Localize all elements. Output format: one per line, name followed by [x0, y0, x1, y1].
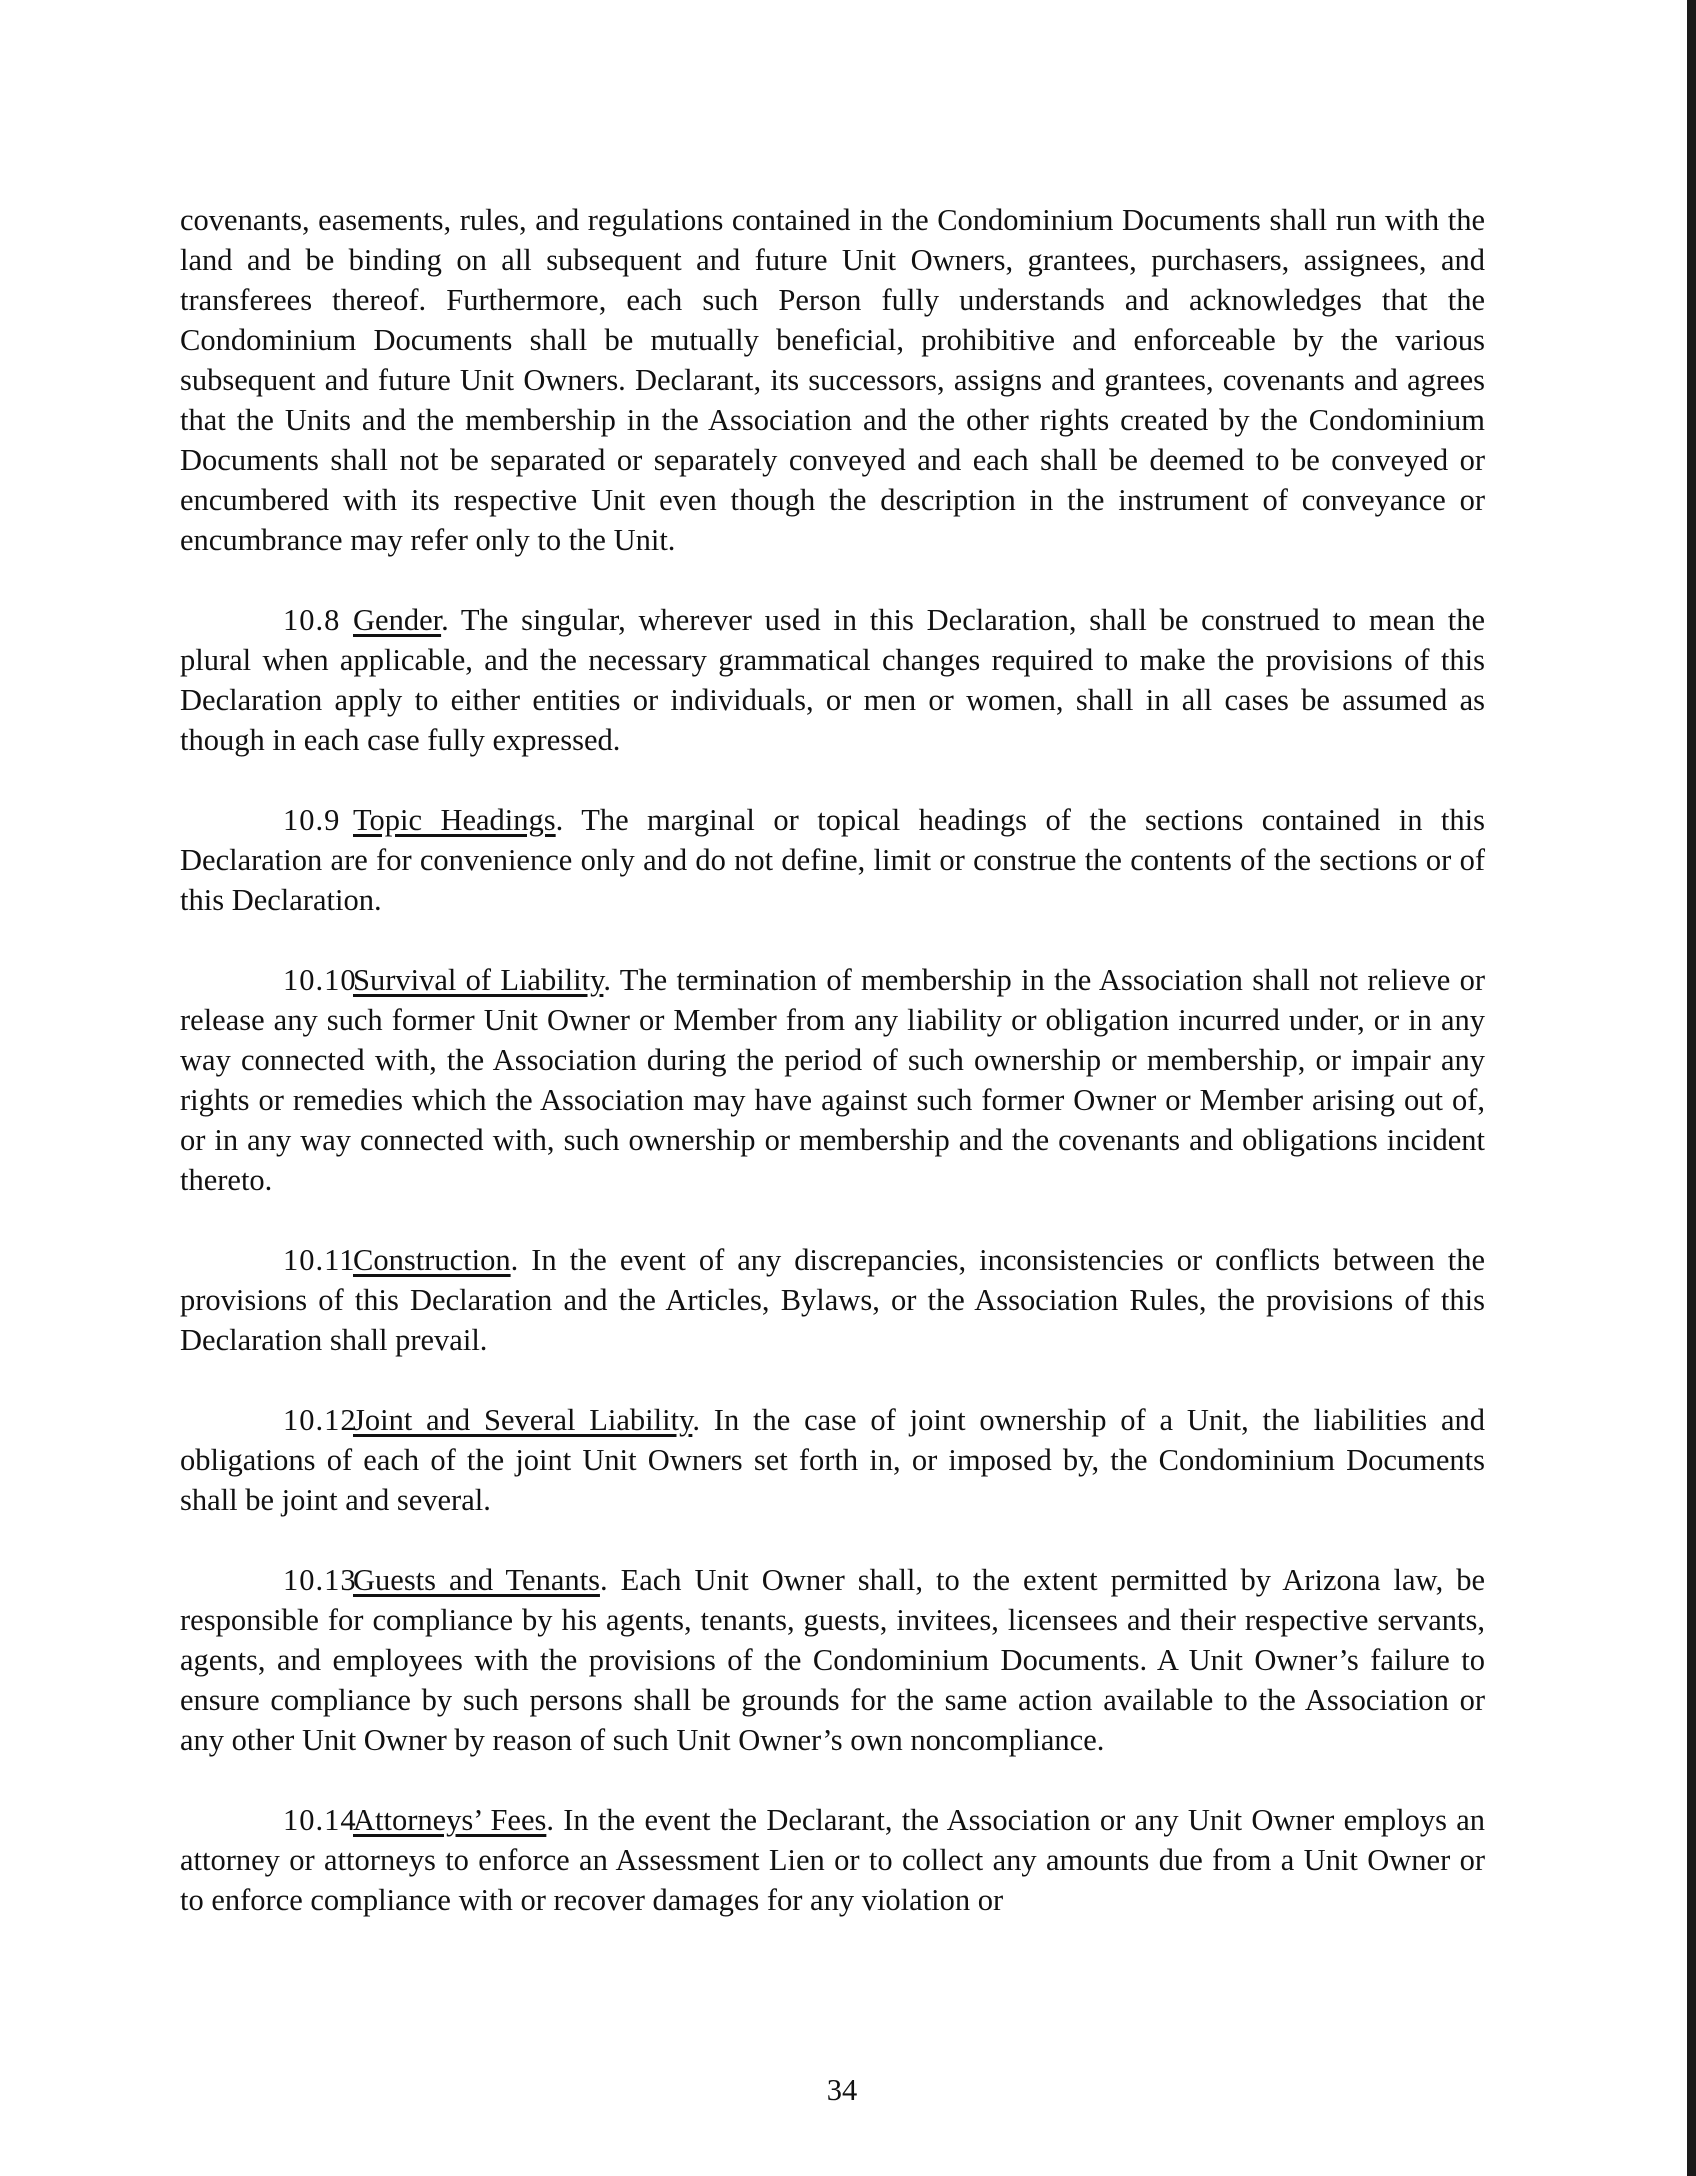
- section-heading: Gender: [353, 603, 442, 637]
- continuation-paragraph: covenants, easements, rules, and regulations contained in the Condominium Documents shall run with the land and be binding on all subsequent and future Unit Owners, grantees, purchasers, assignees, and transferees thereof. Furthermore, each such Person fully understands and acknowledges that the Condominium Documents shall be mutually beneficial, prohibitive and enforceable by the various subsequent and future Unit Owners. Declarant, its successors, assigns and grantees, covenants and agrees that the Units and the membership in the Association and the other rights created by the Condominium Documents shall not be separated or separately conveyed and each shall be deemed to be conveyed or encumbered with its respective Unit even though the description in the instrument of conveyance or encumbrance may refer only to the Unit.: [180, 203, 1485, 557]
- section-number: 10.13: [283, 1563, 357, 1597]
- section-10-9: 10.9 Topic Headings. The marginal or topical headings of the sections contained in this Declaration are for convenience only and do not define, limit or construe the contents of the sections or of this Declaration.: [180, 800, 1485, 920]
- section-text: In the event the Declarant, the Association or any Unit Owner employs an attorney or attorneys to enforce an Assessment Lien or to collect any amounts due from a Unit Owner or to enforce compliance with or recover damages for any violation or: [180, 1803, 1486, 1917]
- section-heading: Joint and Several Liability: [353, 1403, 693, 1437]
- section-number: 10.10: [283, 963, 357, 997]
- section-text: In the case of joint ownership of a Unit, the liabilities and obligations of each of the joint Unit Owners set forth in, or imposed by, the Condominium Documents shall be joint and several.: [180, 1403, 1485, 1517]
- scan-edge-border: [1687, 0, 1696, 2176]
- section-number: 10.14: [283, 1803, 357, 1837]
- section-text: The termination of membership in the Association shall not relieve or release any such former Unit Owner or Member from any liability or obligation incurred under, or in any way connected with, the Association during the period of such ownership or membership, or impair any rights or remedies which the Association may have against such former Owner or Member arising out of, or in any way connected with, such ownership or membership and the covenants and obligations incident thereto.: [180, 963, 1486, 1197]
- section-10-10: 10.10Survival of Liability. The termination of membership in the Association shall not relieve or release any such former Unit Owner or Member from any liability or obligation incurred under, or in any way connected with, the Association during the period of such ownership or membership, or impair any rights or remedies which the Association may have against such former Owner or Member arising out of, or in any way connected with, such ownership or membership and the covenants and obligations incident thereto.: [180, 960, 1485, 1200]
- section-number: 10.12: [283, 1403, 357, 1437]
- section-text: In the event of any discrepancies, inconsistencies or conflicts between the provisions of this Declaration and the Articles, Bylaws, or the Association Rules, the provisions of this Declaration shall prevail.: [180, 1243, 1485, 1357]
- section-heading: Guests and Tenants: [353, 1563, 600, 1597]
- section-heading: Attorneys’ Fees: [353, 1803, 547, 1837]
- section-10-8: 10.8 Gender. The singular, wherever used in this Declaration, shall be construed to mean the plural when applicable, and the necessary grammatical changes required to make the provisions of this Declaration apply to either entities or individuals, or men or women, shall in all cases be assumed as though in each case fully expressed.: [180, 600, 1485, 760]
- page-number: 34: [826, 2073, 858, 2107]
- section-heading: Topic Headings: [353, 803, 556, 837]
- section-10-12: 10.12Joint and Several Liability. In the case of joint ownership of a Unit, the liabilities and obligations of each of the joint Unit Owners set forth in, or imposed by, the Condominium Documents shall be joint and several.: [180, 1400, 1485, 1520]
- section-heading: Construction: [353, 1243, 511, 1277]
- section-10-14: 10.14Attorneys’ Fees. In the event the Declarant, the Association or any Unit Owner employs an attorney or attorneys to enforce an Assessment Lien or to collect any amounts due from a Unit Owner or to enforce compliance with or recover damages for any violation or: [180, 1800, 1485, 1920]
- section-10-13: 10.13Guests and Tenants. Each Unit Owner shall, to the extent permitted by Arizona law, be responsible for compliance by his agents, tenants, guests, invitees, licensees and their respective servants, agents, and employees with the provisions of the Condominium Documents. A Unit Owner’s failure to ensure compliance by such persons shall be grounds for the same action available to the Association or any other Unit Owner by reason of such Unit Owner’s own noncompliance.: [180, 1560, 1485, 1760]
- section-text: The singular, wherever used in this Declaration, shall be construed to mean the plural when applicable, and the necessary grammatical changes required to make the provisions of this Declaration apply to either entities or individuals, or men or women, shall in all cases be assumed as though in each case fully expressed.: [180, 603, 1485, 757]
- section-text: The marginal or topical headings of the sections contained in this Declaration are for convenience only and do not define, limit or construe the contents of the sections or of this Declaration.: [180, 803, 1485, 917]
- section-text: Each Unit Owner shall, to the extent permitted by Arizona law, be responsible for compliance by his agents, tenants, guests, invitees, licensees and their respective servants, agents, and employees with the provisions of the Condominium Documents. A Unit Owner’s failure to ensure compliance by such persons shall be grounds for the same action available to the Association or any other Unit Owner by reason of such Unit Owner’s own noncompliance.: [180, 1563, 1485, 1757]
- section-heading: Survival of Liability: [353, 963, 604, 997]
- section-number: 10.8: [283, 603, 341, 637]
- section-10-11: 10.11Construction. In the event of any discrepancies, inconsistencies or conflicts between the provisions of this Declaration and the Articles, Bylaws, or the Association Rules, the provisions of this Declaration shall prevail.: [180, 1240, 1485, 1360]
- section-number: 10.9: [283, 803, 341, 837]
- section-number: 10.11: [283, 1243, 356, 1277]
- document-body: [180, 200, 1485, 1960]
